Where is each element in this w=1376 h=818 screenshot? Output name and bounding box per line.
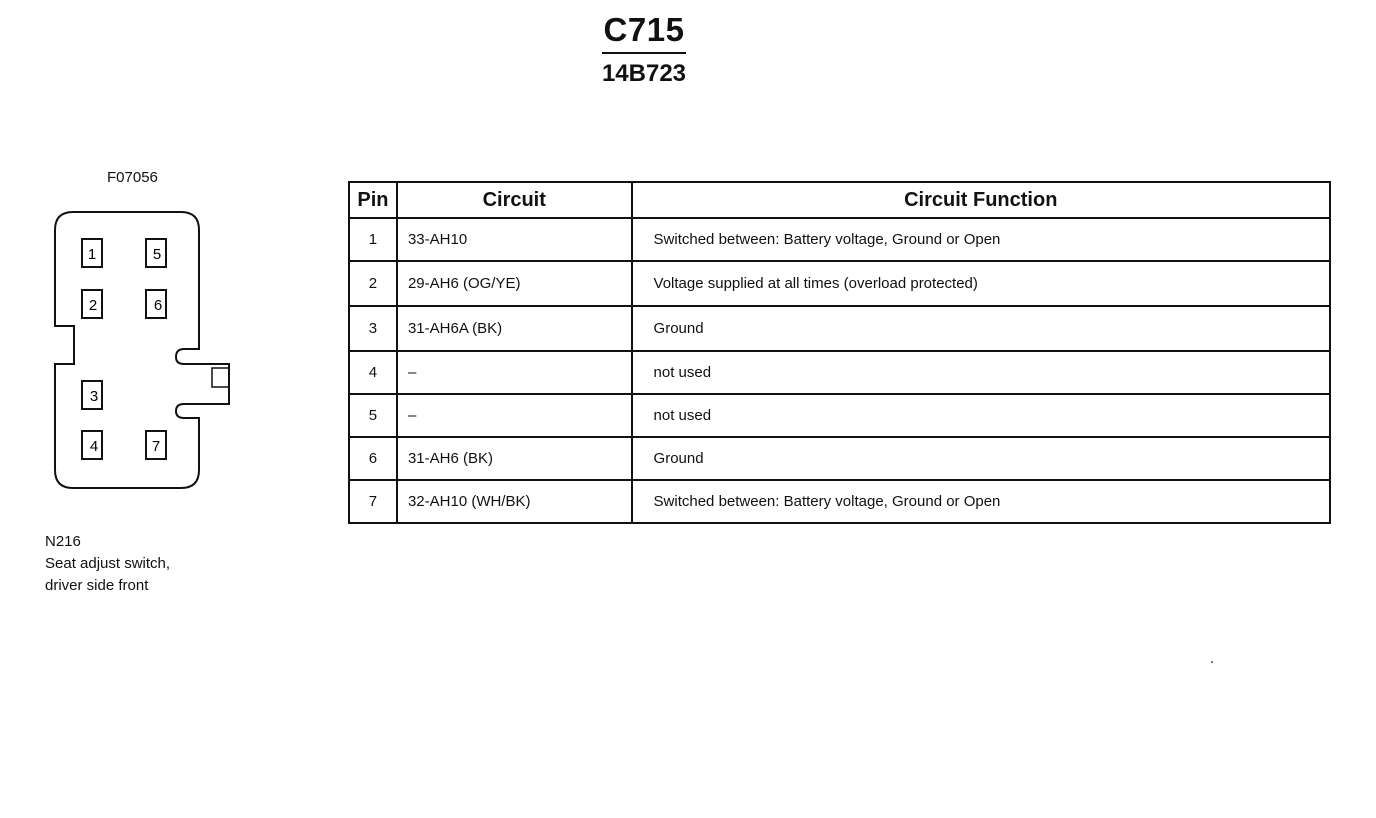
circuit-cell: 33-AH10 (397, 218, 632, 261)
column-header-circuit-function: Circuit Function (632, 182, 1330, 218)
circuit-cell: 32-AH10 (WH/BK) (397, 480, 632, 523)
table-row (349, 394, 1330, 437)
pin-table (348, 181, 1331, 524)
circuit-cell: – (397, 351, 632, 394)
pin-label: 2 (88, 297, 98, 314)
table-row (349, 437, 1330, 480)
pin-cavity (82, 239, 102, 267)
table-row (349, 218, 1330, 261)
pin-cavity (146, 431, 166, 459)
column-header-circuit: Circuit (397, 182, 632, 218)
connector-caption (45, 531, 170, 597)
pin-cell: 3 (349, 306, 397, 351)
function-cell: Ground (632, 306, 1330, 351)
figure-id: F07056 (107, 169, 158, 186)
connector-description-line: driver side front (45, 577, 149, 594)
function-cell: not used (632, 351, 1330, 394)
function-cell: Ground (632, 437, 1330, 480)
pin-label: 5 (152, 246, 162, 263)
scan-speck (1211, 661, 1213, 663)
table-header-row (349, 182, 1330, 218)
pin-label: 7 (151, 438, 161, 455)
pin-cell: 2 (349, 261, 397, 306)
pin-label: 4 (89, 438, 99, 455)
table-row (349, 480, 1330, 523)
pin-cell: 6 (349, 437, 397, 480)
title-block (590, 10, 698, 88)
table-row (349, 306, 1330, 351)
title-divider (602, 52, 686, 54)
connector-face-diagram (40, 200, 240, 500)
table-row (349, 261, 1330, 306)
function-cell: not used (632, 394, 1330, 437)
pin-cavity (82, 431, 102, 459)
function-cell: Voltage supplied at all times (overload protected) (632, 261, 1330, 306)
connector-id: C715 (603, 11, 685, 48)
function-cell: Switched between: Battery voltage, Ground or Open (632, 218, 1330, 261)
pin-label: 3 (89, 388, 99, 405)
circuit-cell: 31-AH6A (BK) (397, 306, 632, 351)
connector-code: N216 (45, 533, 81, 550)
column-header-pin: Pin (349, 182, 397, 218)
pin-cell: 7 (349, 480, 397, 523)
pin-cell: 5 (349, 394, 397, 437)
circuit-cell: 29-AH6 (OG/YE) (397, 261, 632, 306)
pin-cell: 1 (349, 218, 397, 261)
circuit-cell: – (397, 394, 632, 437)
part-number: 14B723 (601, 60, 687, 87)
connector-key-notch (212, 368, 229, 387)
pin-cavity (82, 381, 102, 409)
pin-cavity (146, 239, 166, 267)
pin-cavity (146, 290, 166, 318)
table-row (349, 351, 1330, 394)
circuit-cell: 31-AH6 (BK) (397, 437, 632, 480)
pin-label: 6 (153, 297, 163, 314)
pin-cavity (82, 290, 102, 318)
connector-description-line: Seat adjust switch, (45, 555, 171, 572)
function-cell: Switched between: Battery voltage, Ground or Open (632, 480, 1330, 523)
pin-label: 1 (87, 246, 97, 263)
pin-cell: 4 (349, 351, 397, 394)
